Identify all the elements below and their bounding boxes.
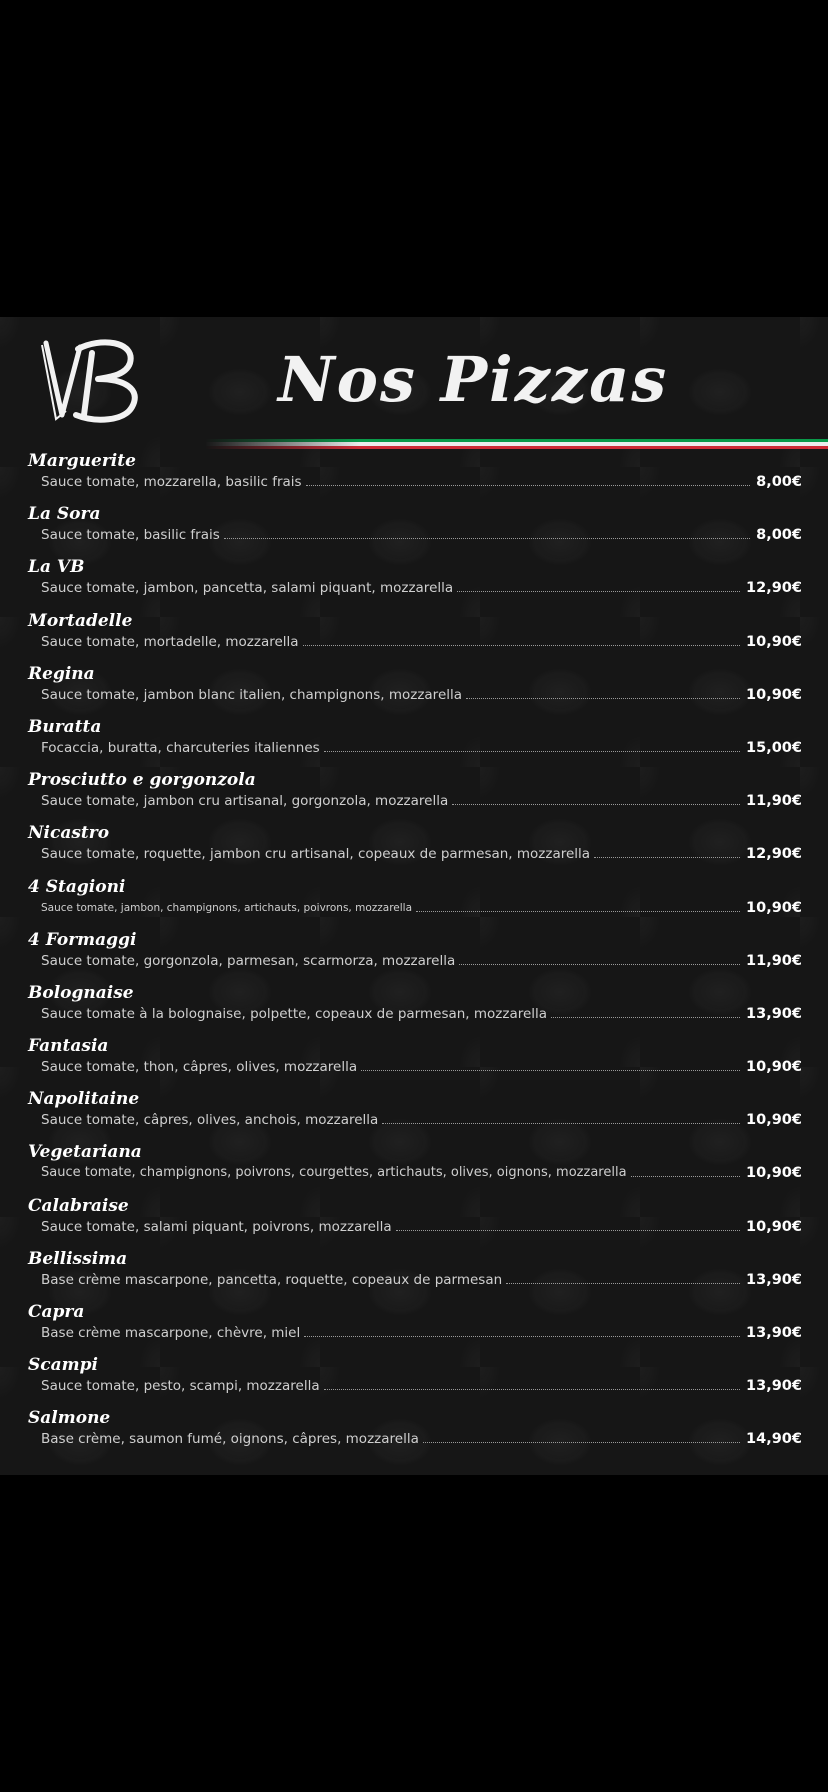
menu-item	[0, 1249, 828, 1302]
dotted-leader	[551, 1017, 740, 1018]
menu-item	[0, 1142, 828, 1195]
item-description: Base crème, saumon fumé, oignons, câpres, mozzarella	[41, 1431, 419, 1448]
dotted-leader	[224, 538, 750, 539]
pizza-list	[0, 451, 828, 1462]
item-price: 12,90€	[746, 846, 802, 863]
item-name: La VB	[28, 557, 85, 578]
item-price: 10,90€	[746, 633, 802, 650]
item-price: 13,90€	[746, 1378, 802, 1395]
item-price: 11,90€	[746, 952, 802, 969]
item-name: Marguerite	[28, 451, 136, 471]
item-description: Sauce tomate, gorgonzola, parmesan, scarmorza, mozzarella	[41, 952, 456, 969]
dotted-leader	[303, 645, 740, 646]
menu-item	[0, 1036, 828, 1089]
item-price: 10,90€	[746, 1112, 802, 1129]
menu-item	[0, 770, 828, 823]
item-description: Sauce tomate, roquette, jambon cru artisanal, copeaux de parmesan, mozzarella	[41, 846, 591, 863]
menu-item	[0, 504, 828, 557]
item-description: Base crème mascarpone, chèvre, miel	[41, 1325, 301, 1341]
item-name: Capra	[28, 1302, 85, 1322]
item-name: Fantasia	[28, 1036, 109, 1057]
dotted-leader	[631, 1176, 740, 1177]
item-price: 13,90€	[746, 1005, 802, 1022]
item-description: Sauce tomate à la bolognaise, polpette, copeaux de parmesan, mozzarella	[41, 1005, 548, 1022]
dotted-leader	[324, 1389, 740, 1390]
item-description: Sauce tomate, mortadelle, mozzarella	[41, 633, 299, 650]
item-name: Vegetariana	[28, 1142, 142, 1163]
menu-item	[0, 1355, 828, 1408]
item-description: Focaccia, buratta, charcuteries italiennes	[41, 739, 320, 756]
item-price: 10,90€	[746, 1059, 802, 1076]
vb-logo	[40, 337, 150, 427]
item-description: Base crème mascarpone, pancetta, roquette, copeaux de parmesan	[41, 1271, 503, 1288]
item-name: Mortadelle	[28, 610, 133, 631]
item-description: Sauce tomate, jambon, pancetta, salami piquant, mozzarella	[41, 580, 454, 597]
item-price: 14,90€	[746, 1431, 802, 1448]
item-description: Sauce tomate, mozzarella, basilic frais	[41, 474, 302, 490]
dotted-leader	[304, 1336, 740, 1337]
dotted-leader	[506, 1283, 740, 1284]
item-name: Napolitaine	[28, 1089, 140, 1110]
menu-item	[0, 930, 828, 983]
item-price: 13,90€	[746, 1271, 802, 1288]
menu-item	[0, 823, 828, 876]
item-name: 4 Formaggi	[28, 929, 137, 950]
item-price: 10,90€	[746, 1165, 802, 1182]
menu-item	[0, 451, 828, 504]
dotted-leader	[457, 591, 740, 592]
item-description: Sauce tomate, salami piquant, poivrons, mozzarella	[41, 1218, 392, 1235]
menu-item	[0, 877, 828, 930]
menu-item	[0, 1408, 828, 1461]
pizza-menu	[0, 317, 828, 1475]
item-name: Regina	[28, 663, 95, 684]
item-name: La Sora	[28, 504, 101, 525]
dotted-leader	[324, 751, 740, 752]
dotted-leader	[452, 804, 740, 805]
item-price: 11,90€	[746, 793, 802, 810]
dotted-leader	[423, 1442, 740, 1443]
item-name: Salmone	[28, 1408, 111, 1429]
item-description: Sauce tomate, jambon blanc italien, champignons, mozzarella	[41, 686, 463, 703]
item-description: Sauce tomate, jambon, champignons, artichauts, poivrons, mozzarella	[41, 901, 413, 914]
item-description: Sauce tomate, thon, câpres, olives, mozzarella	[41, 1059, 358, 1076]
item-description: Sauce tomate, champignons, poivrons, courgettes, artichauts, olives, oignons, mozzarella	[41, 1165, 627, 1181]
menu-item	[0, 1196, 828, 1249]
item-name: Bolognaise	[28, 982, 134, 1003]
item-description: Sauce tomate, jambon cru artisanal, gorgonzola, mozzarella	[41, 793, 449, 810]
item-description: Sauce tomate, pesto, scampi, mozzarella	[41, 1378, 320, 1395]
item-price: 8,00€	[756, 474, 802, 490]
item-name: Nicastro	[28, 823, 110, 844]
item-name: 4 Stagioni	[28, 876, 126, 897]
item-price: 10,90€	[746, 686, 802, 703]
dotted-leader	[459, 964, 740, 965]
menu-item	[0, 1302, 828, 1355]
item-price: 12,90€	[746, 580, 802, 597]
dotted-leader	[306, 485, 751, 486]
item-name: Buratta	[28, 716, 102, 737]
dotted-leader	[382, 1123, 740, 1124]
item-price: 8,00€	[756, 527, 802, 544]
dotted-leader	[594, 857, 740, 858]
menu-item	[0, 983, 828, 1036]
item-price: 13,90€	[746, 1325, 802, 1341]
dotted-leader	[416, 911, 740, 912]
menu-item	[0, 1089, 828, 1142]
item-name: Prosciutto e gorgonzola	[28, 770, 256, 791]
item-price: 15,00€	[746, 739, 802, 756]
menu-item	[0, 611, 828, 664]
menu-item	[0, 664, 828, 717]
menu-item	[0, 717, 828, 770]
menu-title: Nos Pizzas	[278, 343, 669, 416]
item-name: Bellissima	[28, 1248, 128, 1269]
item-price: 10,90€	[746, 899, 802, 916]
item-name: Calabraise	[28, 1195, 129, 1216]
item-description: Sauce tomate, basilic frais	[41, 527, 220, 544]
item-name: Scampi	[28, 1355, 98, 1376]
italian-flag-stripe	[205, 439, 828, 450]
item-description: Sauce tomate, câpres, olives, anchois, mozzarella	[41, 1112, 379, 1129]
menu-item	[0, 557, 828, 610]
dotted-leader	[396, 1230, 740, 1231]
item-price: 10,90€	[746, 1218, 802, 1235]
dotted-leader	[466, 698, 740, 699]
dotted-leader	[361, 1070, 740, 1071]
